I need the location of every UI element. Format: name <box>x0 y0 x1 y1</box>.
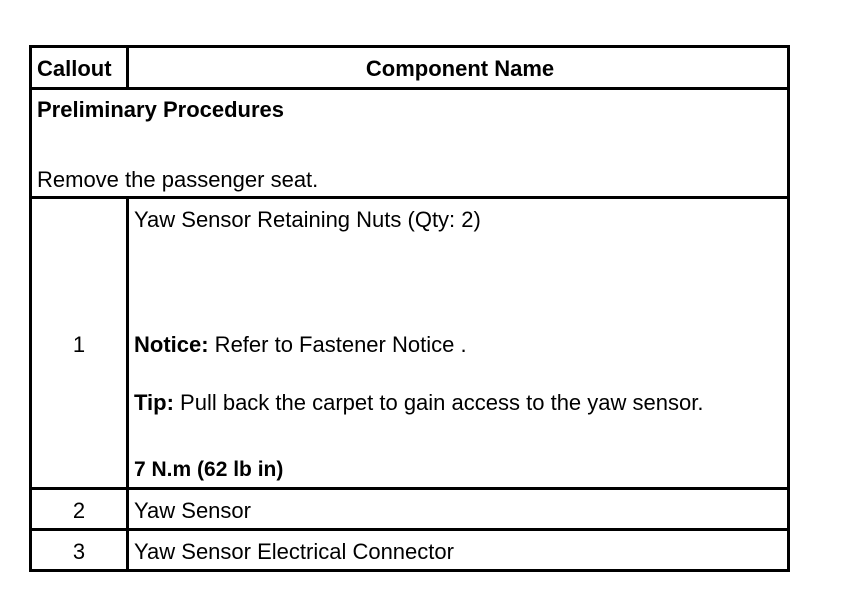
row-2-name: Yaw Sensor <box>134 498 251 523</box>
row-3-name: Yaw Sensor Electrical Connector <box>134 539 454 564</box>
row-1-callout: 1 <box>72 332 86 357</box>
row-separator-preliminary <box>32 196 787 199</box>
header-callout: Callout <box>37 56 112 81</box>
tip-text: Pull back the carpet to gain access to the yaw sensor. <box>173 390 704 415</box>
notice-label: Notice: <box>134 332 209 357</box>
row-1-notice <box>134 332 467 358</box>
row-1-tip <box>134 390 703 416</box>
preliminary-step: Remove the passenger seat. <box>37 167 319 192</box>
row-2-callout: 2 <box>72 498 86 523</box>
component-table <box>29 45 790 572</box>
row-1-name: Yaw Sensor Retaining Nuts (Qty: 2) <box>134 207 481 232</box>
preliminary-title: Preliminary Procedures <box>37 97 285 122</box>
row-separator-2 <box>32 528 787 531</box>
row-3-callout: 3 <box>72 539 86 564</box>
row-separator-1 <box>32 487 787 490</box>
row-separator-header <box>32 87 787 90</box>
tip-label: Tip: <box>134 390 174 415</box>
column-divider <box>126 196 129 572</box>
header-component-name: Component Name <box>365 56 555 81</box>
notice-text: Refer to Fastener Notice . <box>208 332 467 357</box>
row-1-torque: 7 N.m (62 lb in) <box>134 458 284 481</box>
header-divider <box>126 48 129 88</box>
